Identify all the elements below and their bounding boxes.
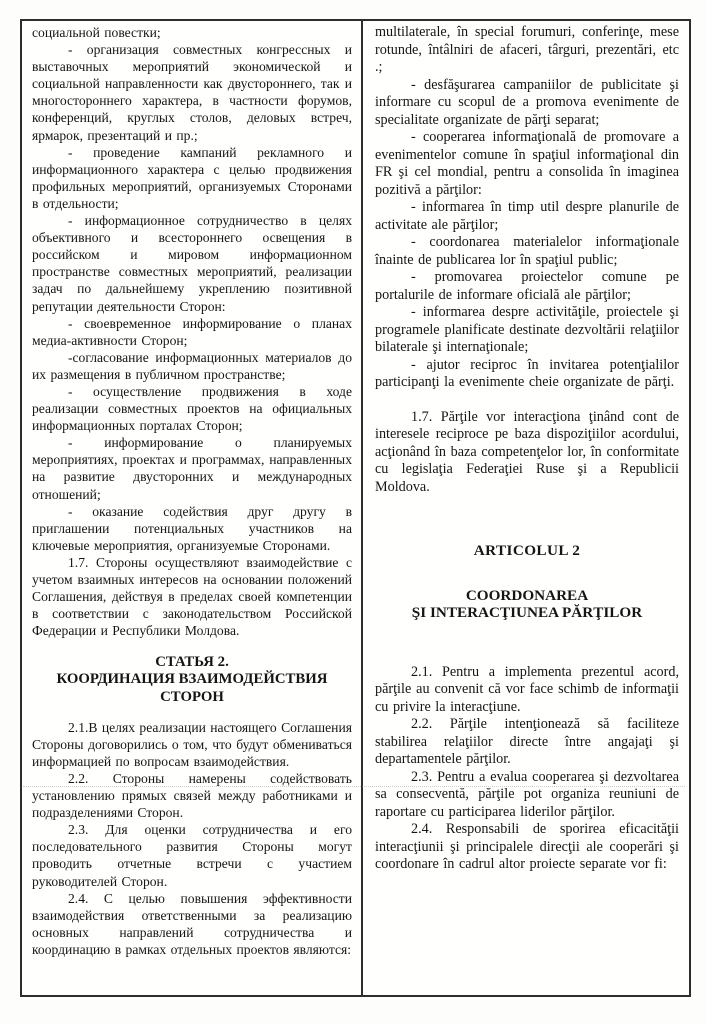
- paragraph: - promovarea proiectelor comune pe portalurile de informare oficială ale părţilor;: [375, 269, 679, 303]
- paragraph: 1.7. Стороны осуществляют взаимодействие с учетом взаимных интересов на основании положений Соглашения, действуя в пределах своей компетенции в соответствии с законодательством Российской Федерации и Республики Молдова.: [32, 554, 352, 639]
- romanian-paragraphs-bottom: [375, 664, 679, 874]
- heading-line: COORDONAREA: [465, 586, 589, 604]
- article-2-subheading-romanian: [375, 587, 679, 622]
- russian-paragraphs-top: [32, 24, 352, 639]
- paragraph: 2.3. Для оценки сотрудничества и его последовательного развития Стороны могут проводить отчетные встречи с участием руководителей Сторон.: [32, 822, 352, 889]
- column-russian: [22, 21, 363, 995]
- paragraph: - осуществление продвижения в ходе реализации совместных проектов на официальных информационных порталах Сторон;: [32, 383, 352, 434]
- paragraph: 2.4. Responsabili de sporirea eficacităţii interacţiunii şi principalele direcţii ale cooperări şi coordonare în cadrul altor proiecte separate vor fi:: [375, 821, 679, 872]
- paragraph: социальной повестки;: [32, 25, 161, 40]
- paragraph: - informarea despre activităţile, proiectele şi programele planificate destinate dezvoltării relaţiilor bilaterale şi internaţionale;: [375, 304, 679, 355]
- paragraph: - своевременное информирование о планах медиа-активности Сторон;: [32, 315, 352, 348]
- heading-line: КООРДИНАЦИЯ ВЗАИМОДЕЙСТВИЯ: [56, 671, 328, 688]
- scan-artifact-line: [23, 786, 685, 787]
- heading-line: ŞI INTERACŢIUNEA PĂRŢILOR: [411, 604, 643, 621]
- paragraph: - оказание содействия друг другу в приглашении потенциальных участников на ключевые мероприятия, организуемые Сторонами.: [32, 503, 352, 553]
- document-table: [20, 19, 691, 997]
- heading-line: СТАТЬЯ 2.: [155, 654, 229, 671]
- article-2-heading-russian: [32, 654, 352, 705]
- paragraph: - проведение кампаний рекламного и информационного характера с целью продвижения профильных мероприятий, организуемых Сторонами в отдельности;: [32, 144, 352, 211]
- heading-line: СТОРОН: [160, 688, 224, 705]
- paragraph: 2.1.В целях реализации настоящего Соглашения Стороны договорились о том, что будут обмениваться информацией по вопросам взаимодействия.: [32, 719, 352, 769]
- russian-paragraphs-bottom: [32, 719, 352, 958]
- paragraph: 2.1. Pentru a implementa prezentul acord, părţile au convenit că vor face schimb de informaţii cu privire la interacţiune.: [375, 663, 679, 715]
- paragraph: - informarea în timp util despre planurile de activitate ale părţilor;: [375, 199, 679, 233]
- paragraph: - ajutor reciproc în invitarea potenţialilor participanţi la evenimente cheie organizate de părţi.: [375, 356, 679, 390]
- paragraph: -согласование информационных материалов до их размещения в публичном пространстве;: [32, 349, 352, 382]
- romanian-paragraphs-top: [375, 24, 679, 392]
- paragraph: - организация совместных конгрессных и выставочных мероприятий экономической и социальной направленности как двустороннего, так и многостороннего характера, в частности форумов, конференций, круглых столов, деловых встреч, ярмарок, презентаций и пр.;: [32, 42, 352, 143]
- column-romanian: [363, 21, 689, 995]
- paragraph: - cooperarea informaţională de promovare a evenimentelor comune în spaţiul informaţional din FR şi cel mondial, pentru a consolida în imaginea pozitivă a părţilor:: [375, 129, 679, 198]
- article-2-heading-romanian: ARTICOLUL 2: [473, 542, 581, 559]
- paragraph: 2.2. Стороны намерены содействовать установлению прямых связей между работниками и подразделениями Сторон.: [32, 770, 352, 821]
- paragraph-1-7-romanian: 1.7. Părţile vor interacţiona ţinând cont de interesele reciproce pe baza dispoziţiilor acordului, acţionând în baza competenţelor lor, în conformitate cu legislaţia Federaţiei Ruse şi a Republicii Moldova.: [375, 408, 679, 495]
- paragraph: multilaterale, în special forumuri, conferinţe, mese rotunde, întâlniri de afaceri, târguri, prezentări, etc .;: [375, 24, 679, 75]
- paragraph: - coordonarea materialelor informaţionale înainte de publicarea lor în spaţiul public;: [375, 234, 679, 268]
- paragraph: 2.2. Părţile intenţionează să faciliteze stabilirea relaţiilor directe între angajaţi şi departamentele părţilor.: [375, 716, 679, 767]
- paragraph: - информационное сотрудничество в целях объективного и всестороннего освещения в российском и мировом информационном пространстве совместных мероприятий, реализации задач по дальнейшему укреплению позитивной репутации деятельности Сторон:: [32, 213, 352, 314]
- paragraph: 2.3. Pentru a evalua cooperarea şi dezvoltarea sa consecventă, părţile pot organiza reuniuni de raportare cu participarea liderilor părţilor.: [375, 768, 679, 820]
- paragraph: - desfăşurarea campaniilor de publicitate şi informare cu scopul de a promova evenimente de specialitate organizate de părţi separat;: [375, 76, 679, 128]
- paragraph: - информирование о планируемых мероприятиях, проектах и программах, направленных на развитие двусторонних и международных отношений;: [32, 435, 352, 502]
- paragraph: 2.4. С целью повышения эффективности взаимодействия ответственными за реализацию основных направлений сотрудничества и координацию в рамках отдельных проектов являются:: [32, 890, 352, 957]
